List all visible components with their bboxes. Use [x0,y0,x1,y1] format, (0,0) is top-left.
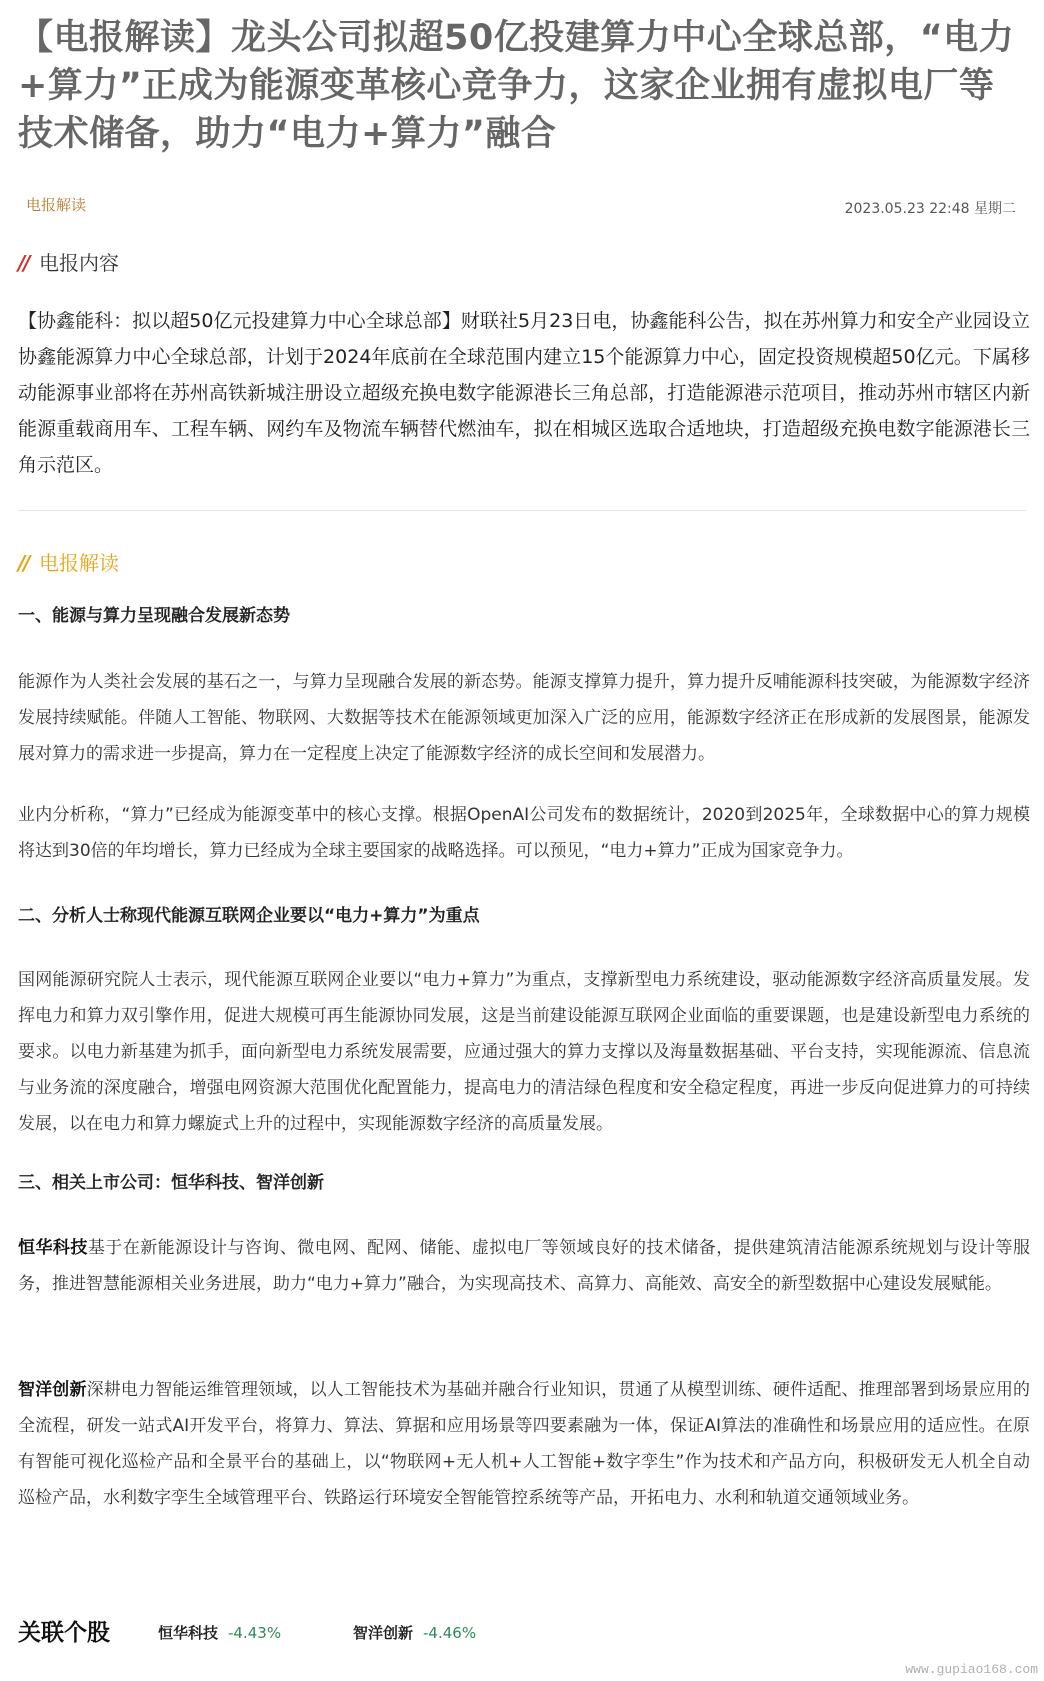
company-paragraph [18,1372,1030,1516]
watermark: www.gupiao168.com [905,1662,1038,1677]
section-heading-label: 电报内容 [38,251,119,275]
company-name: 恒华科技 [18,1238,88,1258]
stock-change: -4.46% [423,1624,477,1642]
paragraph: 国网能源研究院人士表示，现代能源互联网企业要以“电力+算力”为重点，支撑新型电力系统建设，驱动能源数字经济高质量发展。发挥电力和算力双引擎作用，促进大规模可再生能源协同发展，这是当前建设能源互联网企业面临的重要课题，也是建设新型电力系统的要求。以电力新基建为抓手，面向新型电力系统发展需要，应通过强大的算力支撑以及海量数据基础、平台支持，实现能源流、信息流与业务流的深度融合，增强电网资源大范围优化配置能力，提高电力的清洁绿色程度和安全稳定程度，再进一步反向促进算力的可持续发展，以在电力和算力螺旋式上升的过程中，实现能源数字经济的高质量发展。 [18,970,1030,1134]
section-heading-label: 电报解读 [38,551,119,575]
category-tag[interactable]: 电报解读 [26,196,87,214]
company-description: 基于在新能源设计与咨询、微电网、配网、储能、虚拟电厂等领域良好的技术储备，提供建筑清洁能源系统规划与设计等服务，推进智慧能源相关业务进展，助力“电力+算力”融合，为实现高技术、高算力、高能效、高安全的新型数据中心建设发展赋能。 [18,1238,1031,1294]
related-stocks-title: 关联个股 [18,1620,110,1646]
subheading-3: 三、相关上市公司：恒华科技、智洋创新 [18,1173,324,1193]
stock-change: -4.43% [228,1624,282,1642]
paragraph: 业内分析称，“算力”已经成为能源变革中的核心支撑。根据OpenAI公司发布的数据统计，2020到2025年，全球数据中心的算力规模将达到30倍的年均增长，算力已经成为全球主要国家的战略选择。可以预见，“电力+算力”正成为国家竞争力。 [18,805,1030,861]
stock-name: 智洋创新 [353,1624,414,1642]
double-slash-icon: // [18,251,29,275]
section-heading-reading [18,549,119,577]
company-paragraph [18,1230,1030,1302]
article-title: 【电报解读】龙头公司拟超50亿投建算力中心全球总部，“电力+算力”正成为能源变革核心竞争力，这家企业拥有虚拟电厂等技术储备，助力“电力+算力”融合 [18,18,1015,154]
telegram-body: 【协鑫能科：拟以超50亿元投建算力中心全球总部】财联社5月23日电，协鑫能科公告，拟在苏州算力和安全产业园设立协鑫能源算力中心全球总部，计划于2024年底前在全球范围内建立15个能源算力中心，固定投资规模超50亿元。下属移动能源事业部将在苏州高铁新城注册设立超级充换电数字能源港长三角总部，打造能源港示范项目，推动苏州市辖区内新能源重载商用车、工程车辆、网约车及物流车辆替代燃油车，拟在相城区选取合适地块，打造超级充换电数字能源港长三角示范区。 [18,310,1030,476]
subheading-2: 二、分析人士称现代能源互联网企业要以“电力+算力”为重点 [18,906,480,926]
subheading-1: 一、能源与算力呈现融合发展新态势 [18,606,290,626]
section-heading-telegram [18,249,119,277]
company-name: 智洋创新 [18,1380,87,1400]
section-divider [18,510,1026,511]
company-description: 深耕电力智能运维管理领域，以人工智能技术为基础并融合行业知识，贯通了从模型训练、硬件适配、推理部署到场景应用的全流程，研发一站式AI开发平台，将算力、算法、算据和应用场景等四要素融为一体，保证AI算法的准确性和场景应用的适应性。在原有智能可视化巡检产品和全景平台的基础上，以“物联网+无人机+人工智能+数字孪生”作为技术和产品方向，积极研发无人机全自动巡检产品，水利数字孪生全域管理平台、铁路运行环境安全智能管控系统等产品，开拓电力、水利和轨道交通领域业务。 [18,1380,1031,1508]
stock-link[interactable] [353,1622,476,1643]
publish-datetime: 2023.05.23 22:48 星期二 [844,201,1016,217]
stock-name: 恒华科技 [158,1624,219,1642]
double-slash-icon: // [18,551,29,575]
article-meta [26,194,1016,218]
stock-link[interactable] [158,1622,281,1643]
related-stocks [18,1614,1018,1648]
paragraph: 能源作为人类社会发展的基石之一，与算力呈现融合发展的新态势。能源支撑算力提升，算力提升反哺能源科技突破，为能源数字经济发展持续赋能。伴随人工智能、物联网、大数据等技术在能源领域更加深入广泛的应用，能源数字经济正在形成新的发展图景，能源发展对算力的需求进一步提高，算力在一定程度上决定了能源数字经济的成长空间和发展潜力。 [18,672,1030,764]
